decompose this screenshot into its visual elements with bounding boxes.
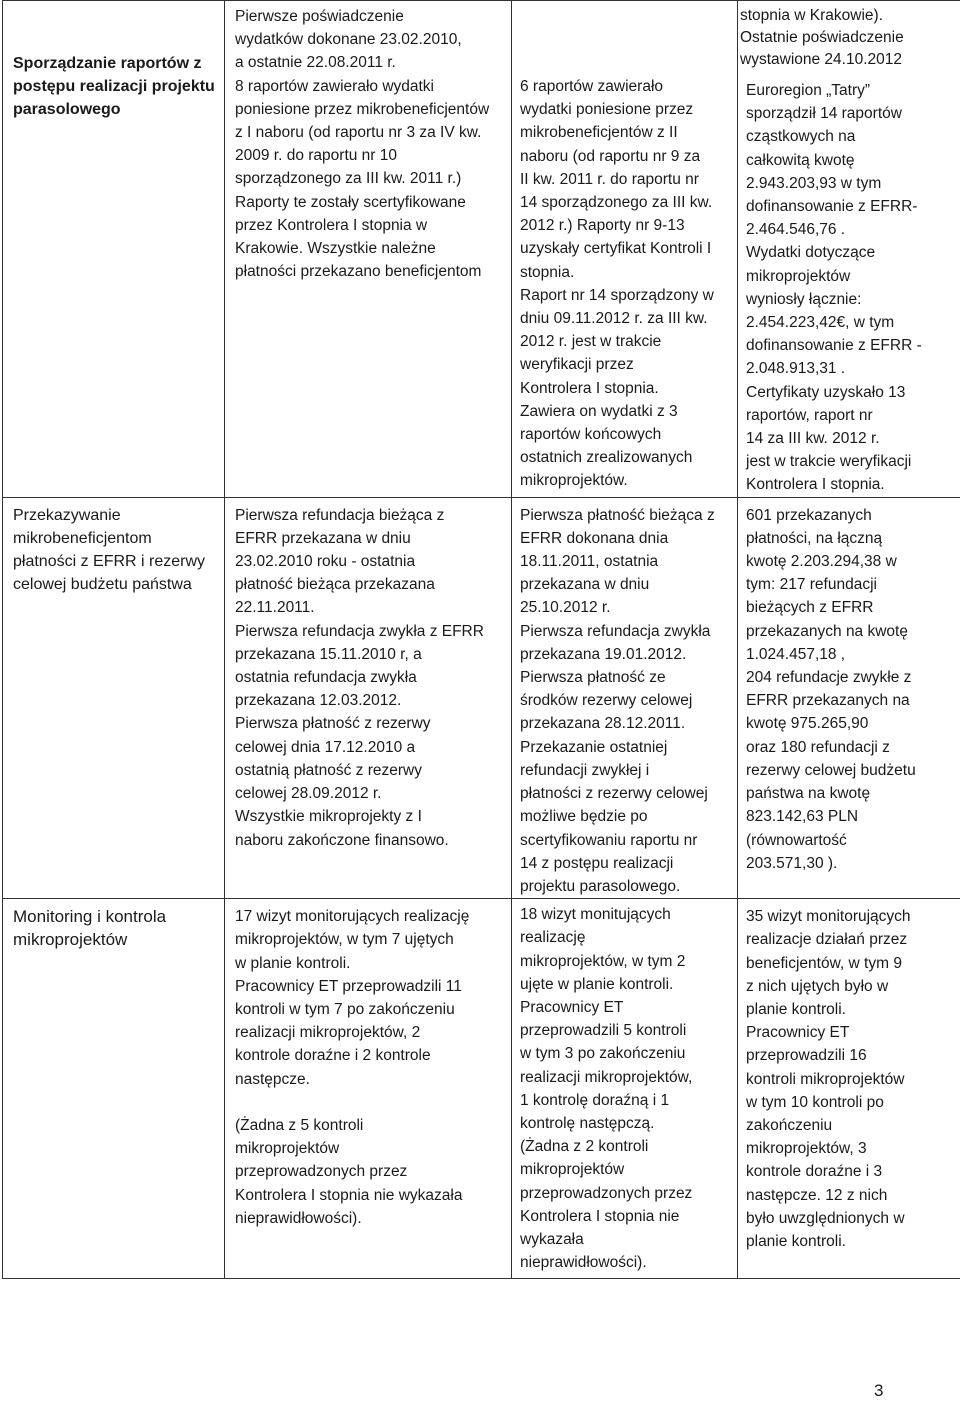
summary-text: 601 przekazanych płatności, na łączną kwotę 2.203.294,38 w tym: 217 refundacji bieżących z EFRR przekazanych na kwotę 1.024.457,18 , 204 refundacje zwykłe z EFRR przekazanych na kwotę 975.265,90 oraz 180 refundacji z rezerwy celowej budżetu państwa na kwotę 823.142,63 PLN (równowartość 203.571,30 ). [746, 506, 916, 872]
report-table [2, 0, 960, 1279]
summary-cell [738, 497, 960, 898]
first-call-text: Pierwsze poświadczenie wydatków dokonane 23.02.2010, a ostatnie 22.08.2011 r. 8 raportów zawierało wydatki poniesione przez mikrobeneficjentów z I naboru (od raportu nr 3 za IV kw. 2009 r. do raportu nr 10 sporządzonego za III kw. 2011 r.) Raporty te zostały scertyfikowane przez Kontrolera I stopnia w Krakowie. Wszystkie należne płatności przekazano beneficjentom [235, 8, 490, 281]
second-call-cell [512, 497, 738, 898]
first-call-text: Pierwsza refundacja bieżąca z EFRR przekazana w dniu 23.02.2010 roku - ostatnia płatność bieżąca przekazana 22.11.2011. Pierwsza refundacja zwykła z EFRR przekazana 15.11.2010 r, a ostatnia refundacja zwykła przekazana 12.03.2012. Pierwsza płatność z rezerwy celowej dnia 17.12.2010 a ostatnią płatność z rezerwy celowej 28.09.2012 r. Wszystkie mikroprojekty z I naboru zakończone finansowo. [235, 506, 484, 849]
second-call-text: 18 wizyt monitujących realizację mikroprojektów, w tym 2 ujęte w planie kontroli. Pracownicy ET przeprowadzili 5 kontroli w tym 3 po zakończeniu realizacji mikroprojektów, 1 kontrolę doraźną i 1 kontrolę następczą. (Żadna z 2 kontroli mikroprojektów przeprowadzonych przez Kontrolera I stopnia nie wykazała nieprawidłowości). [520, 906, 693, 1272]
first-call-cell [225, 1, 512, 498]
first-call-text: 17 wizyt monitorujących realizację mikroprojektów, w tym 7 ujętych w planie kontroli. Pracownicy ET przeprowadzili 11 kontroli w tym 7 po zakończeniu realizacji mikroprojektów, 2 kontrole doraźne i 2 kontrole następcze. (Żadna z 5 kontroli mikroprojektów przeprowadzonych przez Kontrolera I stopnia nie wykazała nieprawidłowości). [235, 908, 470, 1227]
summary-text: 35 wizyt monitorujących realizacje działań przez beneficjentów, w tym 9 z nich ujętych było w planie kontroli. Pracownicy ET przeprowadzili 16 kontroli mikroprojektów w tym 10 kontroli po zakończeniu mikroprojektów, 3 kontrole doraźne i 3 następcze. 12 z nich było uwzględnionych w planie kontroli. [746, 908, 911, 1250]
table-row [3, 497, 960, 898]
first-call-cell [225, 899, 512, 1279]
row-heading: Przekazywanie mikrobeneficjentom płatności z EFRR i rezerwy celowej budżetu państwa [13, 506, 206, 594]
second-call-cell [512, 899, 738, 1279]
page-number: 3 [874, 1381, 884, 1400]
summary-carryover-text: stopnia w Krakowie). Ostatnie poświadczenie wystawione 24.10.2012 [740, 7, 904, 68]
table-row [3, 1, 960, 498]
summary-text: Euroregion „Tatry” sporządził 14 raportów cząstkowych na całkowitą kwotę 2.943.203,93 w tym dofinansowanie z EFRR- 2.464.546,76 . Wydatki dotyczące mikroprojektów wyniosły łącznie: 2.454.223,42€, w tym dofinansowanie z EFRR - 2.048.913,31 . Certyfikaty uzyskało 13 raportów, raport nr 14 za III kw. 2012 r. jest w trakcie weryfikacji Kontrolera I stopnia. [746, 82, 922, 494]
row-heading-cell [3, 1, 225, 498]
second-call-cell [512, 1, 738, 498]
second-call-text: 6 raportów zawierało wydatki poniesione przez mikrobeneficjentów z II naboru (od raportu nr 9 za II kw. 2011 r. do raportu nr 14 sporządzonego za III kw. 2012 r.) Raporty nr 9-13 uzyskały certyfikat Kontroli I stopnia. Raport nr 14 sporządzony w dniu 09.11.2012 r. za III kw. 2012 r. jest w trakcie weryfikacji przez Kontrolera I stopnia. Zawiera on wydatki z 3 raportów końcowych ostatnich zrealizowanych mikroprojektów. [520, 78, 714, 490]
first-call-cell [225, 497, 512, 898]
row-heading-cell [3, 899, 225, 1279]
row-heading-cell [3, 497, 225, 898]
summary-cell [738, 899, 960, 1279]
row-heading: Sporządzanie raportów z postępu realizacji projektu parasolowego [13, 55, 215, 119]
summary-cell [738, 1, 960, 498]
table-row [3, 899, 960, 1279]
second-call-text: Pierwsza płatność bieżąca z EFRR dokonana dnia 18.11.2011, ostatnia przekazana w dniu 25.10.2012 r. Pierwsza refundacja zwykła przekazana 19.01.2012. Pierwsza płatność ze środków rezerwy celowej przekazana 28.12.2011. Przekazanie ostatniej refundacji zwykłej i płatności z rezerwy celowej możliwe będzie po scertyfikowaniu raportu nr 14 z postępu realizacji projektu parasolowego. [520, 506, 715, 895]
row-heading: Monitoring i kontrola mikroprojektów [13, 907, 167, 950]
